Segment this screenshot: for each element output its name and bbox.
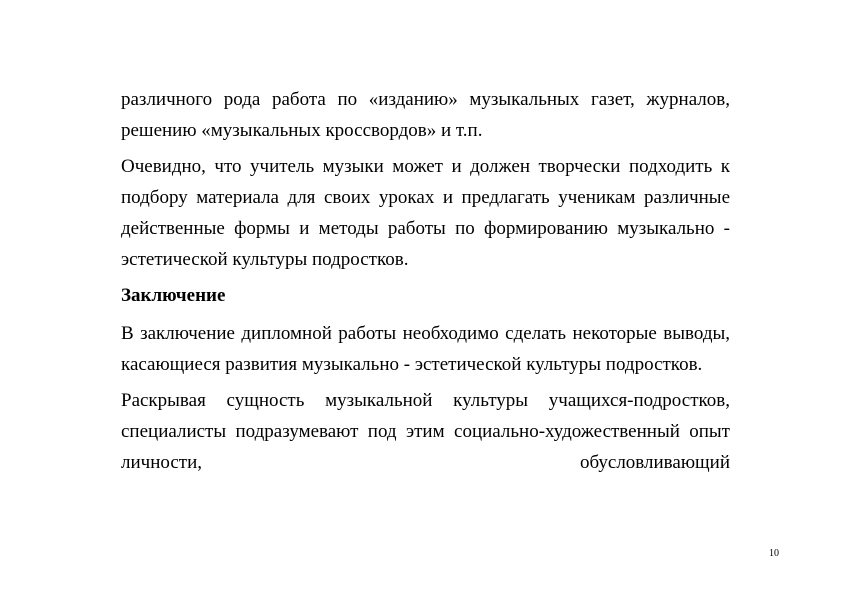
body-paragraph: Раскрывая сущность музыкальной культуры учащихся-подростков, специалисты подразумевают под этим социально-художественный опыт личности, обусловливающий: [121, 390, 730, 473]
body-paragraph: Очевидно, что учитель музыки может и должен творчески подходить к подбору материала для своих уроках и предлагать ученикам различные действенные формы и методы работы по формированию музыкально - эстетической культуры подростков.: [121, 156, 730, 270]
body-paragraph: различного рода работа по «изданию» музыкальных газет, журналов, решению «музыкальных кроссвордов» и т.п.: [121, 89, 730, 141]
page-number: 10: [769, 548, 779, 559]
page-body: [121, 84, 730, 478]
section-heading: Заключение: [121, 285, 226, 306]
body-paragraph: В заключение дипломной работы необходимо сделать некоторые выводы, касающиеся развития музыкально - эстетической культуры подростков.: [121, 323, 730, 375]
